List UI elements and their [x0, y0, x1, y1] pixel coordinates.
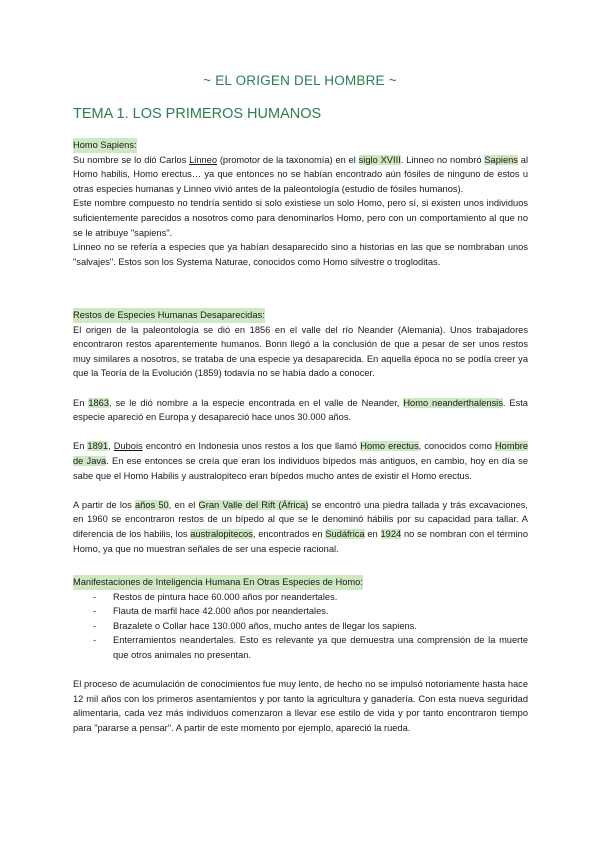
section-heading: Manifestaciones de Inteligencia Humana En Otras Especies de Homo:	[73, 575, 363, 590]
highlighted-term: Sapiens	[484, 154, 518, 165]
highlighted-term: Sudáfrica	[325, 528, 365, 539]
highlighted-term: Gran Valle del Rift (África)	[198, 499, 309, 510]
text-run: al Homo habilis, Homo erectus… ya que entonces no se habían encontrado aún fósiles de ninguno de estos u otras especies humanas y Linneo vivió antes de la paleontología (estudio de fósiles humanos).	[73, 154, 529, 194]
highlighted-term: años 50	[134, 499, 169, 510]
underlined-term: Dubois	[113, 441, 143, 452]
highlighted-term: Homo erectus	[360, 441, 419, 452]
paragraph	[73, 396, 528, 425]
text-run: Su nombre se lo dió Carlos	[73, 154, 190, 165]
text-run: se encontró una piedra tallada y trás excavaciones, en 1960 se encontraron restos de un bípedo al que se le denominó hábilis por su capacidad para tallar. A diferencia de los habilis, los	[73, 499, 528, 539]
text-run: , en el	[168, 499, 199, 510]
text-run: A partir de los	[73, 499, 135, 510]
paragraph	[73, 153, 528, 197]
text-run: , se le dió nombre a la especie encontrada en el valle de Neander,	[109, 397, 404, 408]
highlighted-term: Homo neanderthalensis	[403, 397, 503, 408]
paragraph: Linneo no se refería a especies que ya habían desaparecido sino a historias en las que se nombraban unos "salvajes". Estos son los Systema Naturae, conocidos como Homo silvestre o trogloditas.	[73, 242, 528, 267]
chapter-title: TEMA 1. LOS PRIMEROS HUMANOS	[73, 106, 322, 122]
list-item: - Brazalete o Collar hace 130.000 años, mucho antes de llegar los sapiens.	[113, 619, 528, 634]
text-run: , conocidos como	[418, 441, 495, 452]
highlighted-term: australopitecos	[190, 528, 253, 539]
document-title: ~ EL ORIGEN DEL HOMBRE ~	[203, 73, 397, 88]
section-heading: Homo Sapiens:	[73, 138, 137, 153]
list-item: - Enterramientos neandertales. Esto es relevante ya que demuestra una comprensión de la muerte que otros animales no presentan.	[113, 633, 528, 662]
section-restos	[73, 308, 528, 556]
text-run: (promotor de la taxonomía) en el	[217, 154, 359, 165]
bullet-list	[73, 590, 528, 663]
text-run: En	[73, 397, 89, 408]
list-item: - Flauta de marfil hace 42.000 años por neandertales.	[113, 604, 528, 619]
highlighted-term: 1863	[88, 397, 109, 408]
text-run: encontró en Indonesia unos restos a los que llamó	[142, 441, 361, 452]
text-run: en	[364, 528, 381, 539]
paragraph	[73, 498, 528, 556]
text-run: En	[73, 441, 88, 452]
text-run: no se nombran con el término Homo, ya que no muestran señales de ser una especie racional.	[73, 528, 529, 554]
text-run: , encontrados en	[252, 528, 326, 539]
section-heading: Restos de Especies Humanas Desaparecidas:	[73, 308, 265, 323]
section-homo-sapiens	[73, 138, 528, 269]
paragraph: Este nombre compuesto no tendría sentido si solo existiese un solo Homo, pero sí, si existen unos individuos suficientemente parecidos a nosotros como para denominarlos Homo, pero con un comportamiento al que no se le atribuye "sapiens".	[73, 198, 528, 238]
text-run: ,	[108, 441, 114, 452]
section-manifestaciones	[73, 575, 528, 736]
text-run: . Esta especie apareció en Europa y desapareció hace unos 30.000 años.	[73, 397, 528, 423]
list-item: - Restos de pintura hace 60.000 años por neandertales.	[113, 590, 528, 605]
highlighted-term: Hombre de Java	[73, 441, 529, 466]
text-run: . Linneo no nombró	[400, 154, 485, 165]
paragraph: El origen de la paleontología se dió en 1856 en el valle del río Neander (Alemania). Unos trabajadores encontraron restos aparentemente humanos. Bonn llegó a la conclusión de que a pesar de ser unos restos muy similares a nosotros, se trataba de una especie ya desaparecida. En aquella época no se podía creer ya que la Teoría de la Evolución (1859) todavía no se había dado a conocer.	[73, 324, 528, 379]
highlighted-term: 1891	[87, 441, 109, 452]
paragraph: El proceso de acumulación de conocimientos fue muy lento, de hecho no se impulsó notoriamente hasta hace 12 mil años con los primeros asentamientos y por tanto la agricultura y ganadería. Con esta nueva seguridad alimentaria, cada vez más individuos comenzaron a llevar ese estilo de vida y por tanto encontraron tiempo para "pararse a pensar". A partir de este momento por ejemplo, apareció la rueda.	[73, 679, 528, 733]
paragraph	[73, 439, 528, 483]
underlined-term: Linneo	[189, 154, 218, 165]
highlighted-term: siglo XVIII	[358, 154, 401, 165]
highlighted-term: 1924	[380, 528, 402, 539]
text-run: . En ese entonces se creía que eran los individuos bípedos más antiguos, en cambio, hoy en día se sabe que el Homo Habilis y australopiteco eran bípedos mucho antes de existir el Homo erectus.	[73, 455, 528, 481]
